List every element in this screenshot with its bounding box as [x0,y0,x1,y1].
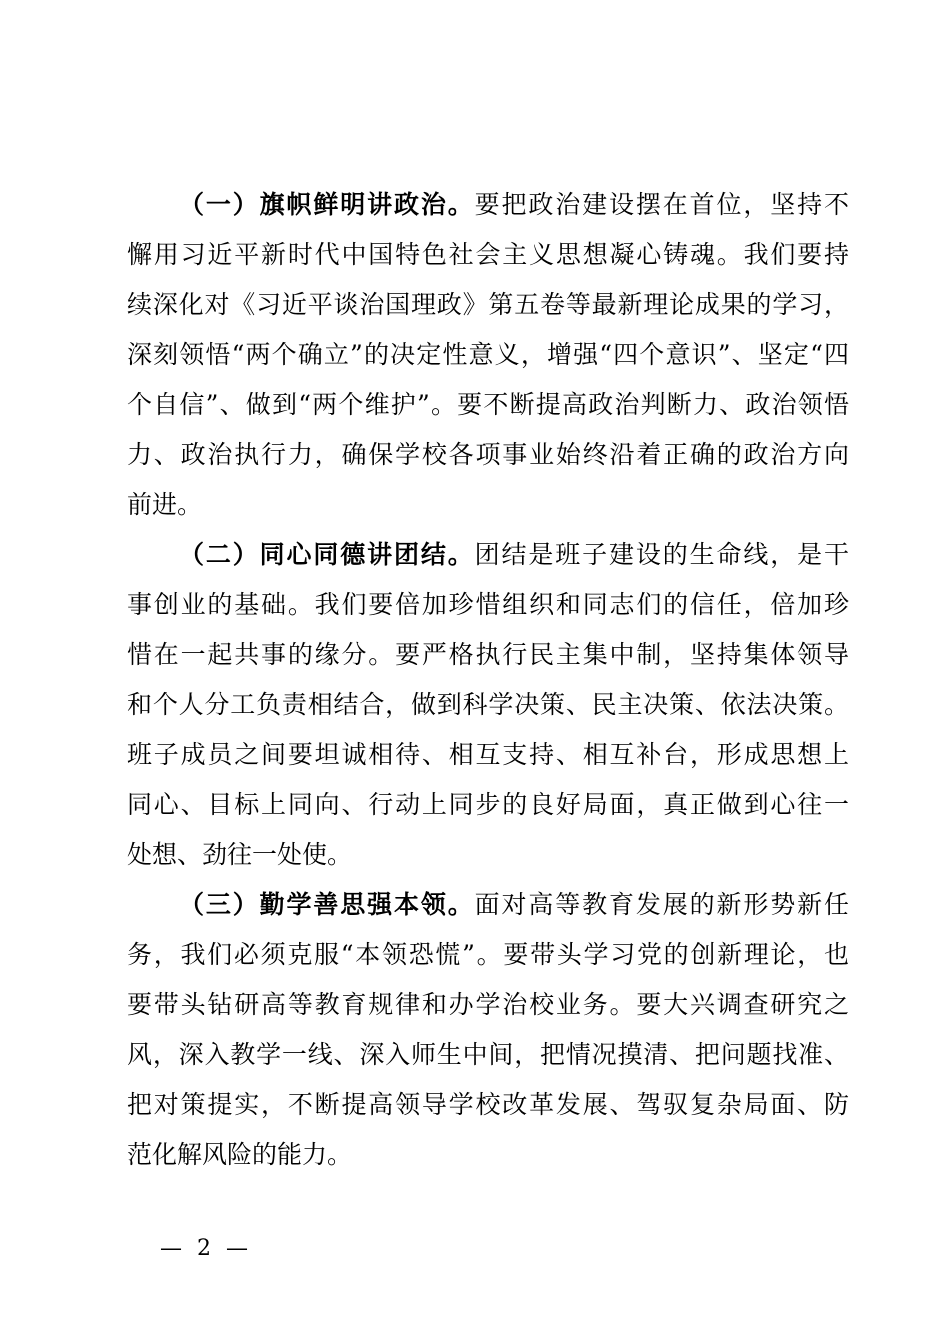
document-body [127,180,849,1180]
paragraph-line: 前进。 [127,490,203,519]
section-heading: （三）勤学善思强本领。 [179,890,475,919]
paragraph-line: 力、政治执行力，确保学校各项事业始终沿着正确的政治方向 [127,440,849,469]
paragraph-line: 事创业的基础。我们要倍加珍惜组织和同志们的信任，倍加珍 [127,590,849,619]
paragraph-line: 懈用习近平新时代中国特色社会主义思想凝心铸魂。我们要持 [127,240,849,269]
paragraph-line: 同心、目标上同向、行动上同步的良好局面，真正做到心往一 [127,790,849,819]
page-number: — 2 — [160,1236,252,1261]
line-text: 面对高等教育发展的新形势新任 [474,890,849,919]
section-heading: （一）旗帜鲜明讲政治。 [179,190,475,219]
paragraph-1 [127,180,849,530]
paragraph-line: 把对策提实，不断提高领导学校改革发展、驾驭复杂局面、防 [127,1090,849,1119]
paragraph-line [127,880,849,930]
line-text: 要把政治建设摆在首位，坚持不 [474,190,849,219]
section-heading: （二）同心同德讲团结。 [179,540,475,569]
paragraph-line: 范化解风险的能力。 [127,1140,353,1169]
paragraph-line [127,530,849,580]
paragraph-2 [127,530,849,880]
paragraph-line: 风，深入教学一线、深入师生中间，把情况摸清、把问题找准、 [127,1040,849,1069]
paragraph-line: 要带头钻研高等教育规律和办学治校业务。要大兴调查研究之 [127,990,849,1019]
paragraph-line: 个自信”、做到“两个维护”。要不断提高政治判断力、政治领悟 [127,390,849,419]
paragraph-line: 深刻领悟“两个确立”的决定性意义，增强“四个意识”、坚定“四 [127,340,849,369]
paragraph-line: 处想、劲往一处使。 [127,840,353,869]
paragraph-3 [127,880,849,1180]
paragraph-line [127,180,849,230]
paragraph-line: 续深化对《习近平谈治国理政》第五卷等最新理论成果的学习， [127,290,849,319]
paragraph-line: 班子成员之间要坦诚相待、相互支持、相互补台，形成思想上 [127,740,849,769]
paragraph-line: 和个人分工负责相结合，做到科学决策、民主决策、依法决策。 [127,690,849,719]
paragraph-line: 务，我们必须克服“本领恐慌”。要带头学习党的创新理论，也 [127,940,849,969]
paragraph-line: 惜在一起共事的缘分。要严格执行民主集中制，坚持集体领导 [127,640,849,669]
line-text: 团结是班子建设的生命线，是干 [474,540,849,569]
